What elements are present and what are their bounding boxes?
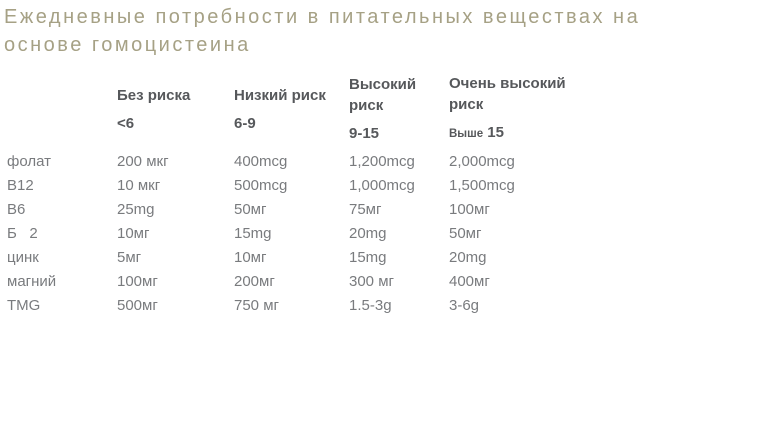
page-title-line-2: основе гомоцистеина <box>4 34 251 56</box>
row-label: фолат <box>7 152 51 170</box>
value-cell: 25mg <box>117 200 155 218</box>
row-label: B6 <box>7 200 26 218</box>
row-label: B12 <box>7 176 34 194</box>
table-row <box>7 149 593 173</box>
column-range: 6-9 <box>234 114 256 132</box>
value-cell: 50мг <box>234 200 267 218</box>
value-cell: 400мг <box>449 272 490 290</box>
value-cell: 3-6g <box>449 296 480 314</box>
value-cell: 20mg <box>349 224 387 242</box>
value-cell: 100мг <box>117 272 158 290</box>
value-cell: 15mg <box>234 224 272 242</box>
row-label: TMG <box>7 296 41 314</box>
value-cell: 5мг <box>117 248 142 266</box>
table-body <box>7 149 593 317</box>
value-cell: 10 мкг <box>117 176 161 194</box>
page-title <box>4 3 770 59</box>
column-name: Высокий риск <box>349 76 417 114</box>
value-cell: 500мг <box>117 296 158 314</box>
value-cell: 10мг <box>117 224 150 242</box>
table-row <box>7 221 593 245</box>
value-cell: 50мг <box>449 224 482 242</box>
row-label: Б 2 <box>7 224 38 242</box>
value-cell: 75мг <box>349 200 382 218</box>
row-label: цинк <box>7 248 39 266</box>
column-range-value: 15 <box>487 124 504 141</box>
header-row <box>7 67 593 149</box>
table-row <box>7 245 593 269</box>
value-cell: 20mg <box>449 248 487 266</box>
value-cell: 200 мкг <box>117 152 169 170</box>
nutrient-table <box>7 67 593 317</box>
header-cell-no-risk <box>117 67 234 149</box>
page-title-line-1: Ежедневные потребности в питательных веществах на <box>4 6 641 28</box>
column-name: Без риска <box>117 86 191 104</box>
column-range-prefix: Выше <box>449 128 484 140</box>
column-name: Очень высокий риск <box>449 75 566 113</box>
column-range <box>449 124 587 143</box>
table-row <box>7 293 593 317</box>
table-row <box>7 197 593 221</box>
header-cell-empty <box>7 67 117 149</box>
value-cell: 500mcg <box>234 176 288 194</box>
column-range: 9-15 <box>349 125 380 142</box>
value-cell: 300 мг <box>349 272 394 290</box>
table-row <box>7 269 593 293</box>
value-cell: 400mcg <box>234 152 288 170</box>
header-cell-high-risk <box>349 67 449 149</box>
value-cell: 1,200mcg <box>349 152 415 170</box>
value-cell: 15mg <box>349 248 387 266</box>
column-range: <6 <box>117 114 135 132</box>
column-name: Низкий риск <box>234 86 326 104</box>
value-cell: 1,500mcg <box>449 176 515 194</box>
value-cell: 10мг <box>234 248 267 266</box>
value-cell: 2,000mcg <box>449 152 515 170</box>
value-cell: 200мг <box>234 272 275 290</box>
value-cell: 750 мг <box>234 296 279 314</box>
value-cell: 1.5-3g <box>349 296 392 314</box>
table-row <box>7 173 593 197</box>
header-cell-very-high-risk <box>449 67 593 149</box>
row-label: магний <box>7 272 57 290</box>
header-cell-low-risk <box>234 67 349 149</box>
value-cell: 100мг <box>449 200 490 218</box>
value-cell: 1,000mcg <box>349 176 415 194</box>
